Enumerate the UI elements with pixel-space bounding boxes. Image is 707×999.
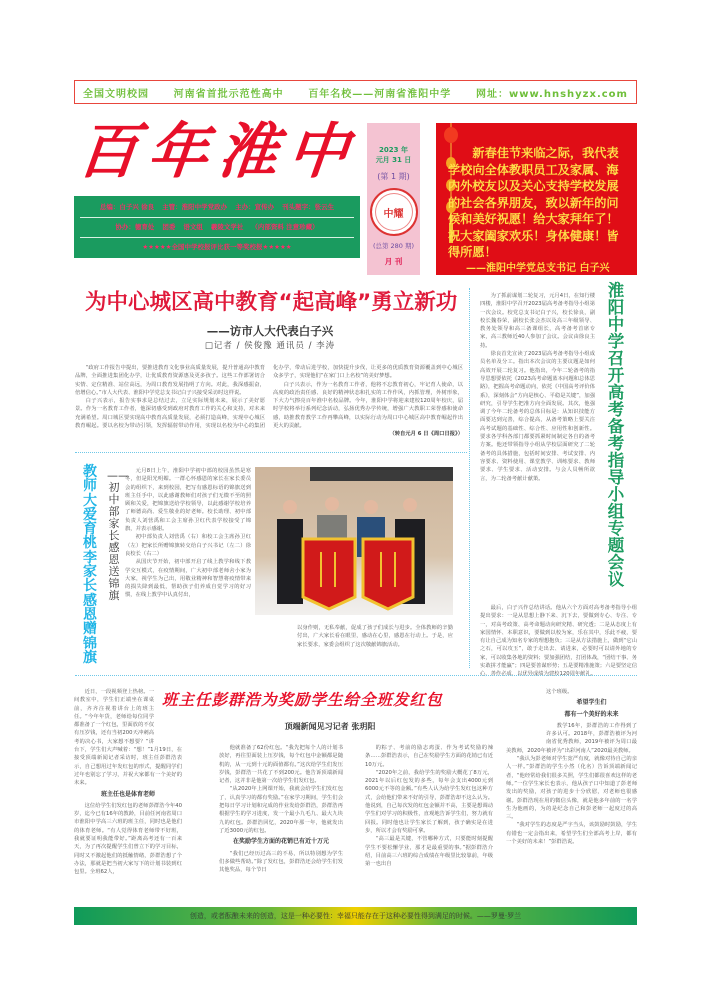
section-subheading: 希望学生们 [576,699,607,707]
paragraph: 的粽子、考前的励志鸡蛋、作为考试奖励的辣条……彭群浩表示，自己在奖励学生方面的花销已有近10万元。 [365,745,493,768]
article-headline: 班主任彭群浩为奖励学生给全班发红包 [162,690,443,709]
info-item: 团委 [162,223,176,231]
banner-presentation-photo [255,467,453,615]
info-item: ★★★★★全国中学校报评比获一等奖校报★★★★★ [142,243,292,251]
seal-text: 中耀 [383,208,404,220]
paragraph: “我对学生的态度是严字当头，该鼓励时鼓励，学生有错也一定会指出来，希望学生们全部高考上岸，都有一个美好的未来！”彭群浩说。 [506,822,637,846]
section-divider [75,675,637,676]
top-banner-item: 全国文明校园 [83,88,149,100]
footer-quote-bar [74,907,637,925]
vertical-subheadline: ——初中部家长感恩送锦旗 [107,469,129,602]
info-item: （内部资料 注意珍藏） [251,223,319,231]
paragraph: 近日，一段视频登上热榜。一间教室中，学生们正端坐在课桌前，齐齐注视着讲台上的班主任。“今年年货，老师给每位同学都准备了一个红包，里面放的不仅有压岁钱，还有当初200天冲刺高考的决心书，大家想不想要？”讲台下，学生们大声喊着：“想！”1月19日，在接受顶端新闻记者采访时，班主任彭群浩表示，自己想用过年发红包的形式，提醒同学们过年也别忘了学习，并祝大家都有一个美好的未来。 [74,689,182,787]
article-column [365,744,493,904]
paragraph: “政府工作报告中提出，要推进教育文化事业高质量发展，提升普通高中教育品牌，全面推进集团化办学，让优质教育资源惠及更多孩子。这些工作部署切合实情、定位精准、站位高远，为周口教育发展指明了方向。对此，我深感振奋，倍增信心。”市人大代表、淮阳中学党总支书记白子兴接受采访时这样说。 [75,365,265,396]
footer-quote: 创造，或者酝酿未来的创造，这是一种必要性：幸福只能存在于这种必要性得到满足的时候。——罗曼·罗兰 [189,912,522,920]
paragraph: 教学16年，彭群浩的工作得到了许多认可。2018年，彭群浩被评为河南省优秀教师，2019年被评为周口最美教师，2020年被评为“出彩河南人”2020最美教师。 [506,722,637,754]
info-item: 主管：淮阳中学党政办 [162,203,228,211]
info-row [76,219,358,236]
issue-date-box [367,123,420,275]
paragraph: 元月8日上午，淮阳中学初中部的校园虽然是寒冬，但是阳光明媚。一群心怀感恩的家长在家长委员会的组织下，来到校园，把写有感恩标语的锦旗送到班主任手中，以此感谢教师们对孩子们无微不至的照顾和关爱，把锦旗送给学校领导，以此感谢学校培养了师德高尚、爱生敬业的好老师。校长助理、初中部负责人刘营禹和工会主席孙卫红代表学校接受了锦旗，并表示感谢。 [125,468,251,533]
info-item: 羲陵文学社 [210,223,244,231]
top-banner-item: 河南省首批示范性高中 [173,88,284,100]
article-column [74,688,182,903]
headline-spacer [154,688,182,744]
publication-frequency: 月 刊 [384,257,403,266]
issue-date: 元月 31 日 [375,156,412,164]
paragraph: 从国庆节开始，初中部开启了线上教学和线下教学交互模式，在疫情期间，广大初中部老师舍小家为大家，视学生为己出，用敬业精神和智慧将疫情带来的损失降到最低，帮助孩子们养成自觉学习的好习惯，在线上教学中认真付出， [125,559,251,599]
paragraph: 以身作则，无私奉献，促成了孩子们成长与进步。全体教师的辛勤付出，广大家长看在眼里，感动在心里，感恩在行动上。于是，应家长要求，家委会组织了这次敬献锦旗活动。 [297,625,453,648]
info-item: 刊头题字：张云生 [282,203,335,211]
article-body [125,467,251,667]
headline-spacer [506,688,546,744]
masthead-info-box [74,196,360,258]
paragraph: “我们已经历过高三的不易，所以特别想为学生们多做些帮助。”除了发红包，彭群浩还会给学生们发其他奖品，每个节日 [219,850,343,874]
new-year-greeting [436,123,637,275]
column-divider [469,288,470,668]
paragraph: 白子兴表示，报告实事求是总结过去，立足实际规划未来，展示了美好愿景。作为一名教育工作者，他深切感受到政府对教育工作的关心和支持，对未来充满希望。周口城区要实现高中教育高质量发展，必须打造高峰，实现中心城区教育崛起。要以名校为带动引领，发挥辐射带动作用，实现以名校为中心的集团化办学，带动后进学校，加快提升步伐，让更多的优质教育资源覆盖到中心城区众多学子，实现他们“在家门口上名校”的美好梦想。 [75,365,463,430]
section-divider [75,452,467,453]
article-body [480,292,595,599]
info-item: 协办：德育处 [115,223,155,231]
divider [80,217,354,218]
article-body-continued [480,604,637,678]
vertical-headline: 教师大爱育桃李 家长感恩赠锦旗 [83,464,97,666]
paragraph: 徐良首先宣读了2023届高考备考指导小组成员名单及分工。指出本次会议的主要议题是如何高效开展二轮复习。他指出，今年二轮备考的指导思想要依托《2023高考命题蓝本问题和总体思路》，把握高考命题动向，依托《中国高考评价体系》，深刻体会“方向是核心、平稳是关键”，加强研究，引导学生把准方向全面发展。其次，他强调了今年二轮备考的总体目标是：从知识技能方面要达到完善，综合提高，从备考策略上要关注高考试题的基础性、综合性、应用性和创新性。要求各学科各部门都要抓紧时间制定各自的备考方案。他还带领指导小组从学校层面研究了二轮备考的具体措施，包括时间安排、考试安排、内容要求、资料使用、课堂教学、训练要求、教师要求、学生要求、活动安排。与会人员畅所欲言，为二轮备考献计献策。 [480,351,595,482]
paragraph: “从2020年上网课开始，我就会给学生们发红包了，认真学习的都有奖励。”在家学习期间，学生们会把每日学习计划和完成的作业发给彭群浩，彭群浩再根据学生的学习进度，发一个最小九毛九、最大九块九的红包。彭群浩回忆，2020年那一年，他就发出了近3000元的红包。 [219,786,343,834]
article-column [506,688,637,903]
issue-number: (第 1 期) [377,172,410,181]
top-banner [74,80,637,104]
article-headline: 为中心城区高中教育“起高峰”勇立新功 [85,290,458,315]
greeting-text: 新春佳节来临之际，我代表学校向全体教职员工及家属、海内外校友以及关心支持学校发展的社会各界朋友，致以新年的问候和美好祝愿！给大家拜年了！祝大家阖家欢乐！身体健康！皆得所愿！ [448,146,619,259]
divider [80,237,354,238]
paragraph: “2020年之前，我给学生的奖励大概花了8万元，2021年以后红包发的多些，每年会支出4000元到6000元不等的金额。”有些人认为给学生发红包这种方式，会给他们带来不好的引导，彭群浩却不这么认为。他说到，自己每次发的红包金额并不高，主要是想调动学生们对学习的积极性，直观地告诉学生们，努力就有回报。同时他也让学生家长了解到，孩子确实是在进步，所以才会有奖励可拿。 [365,769,493,834]
paragraph: 这位给学生们发红包的老师彭群浩今年40岁，迄今已有16年的教龄，目前任河南省周口市淮阳中学高三六班的班主任，同时也是他们的体育老师。“有人觉得体育老师带不好班，我就要证明我能带好。”距离高考还有一百来天，为了再次提醒学生们曾立下的学习目标，同时又不激起他们的抵触情绪，彭群浩想了个办法，那就是把当初大家写下的计划书装到红包里。全班62人， [74,802,182,876]
top-banner-item: 百年名校——河南省淮阳中学 [308,88,452,100]
article-body-continued [297,624,453,664]
paragraph: 白子兴表示，作为一名教育工作者，他将不忘教育初心，牢记育人使命，以高度的政治责任感、良好的精神状态和扎实的工作作风，内抓管理，外树形象，下大力气擦亮百年淮中名校品牌。今年，淮阳中学将迎来建校120周年校庆，届时学校将举行系列纪念活动，弘扬优秀办学传统，增强广大教职工荣誉感和使命感，助推教育教学工作再攀高峰，以实际行动为周口中心城区高中教育崛起作出更大的贡献。 [273,381,463,430]
article-body [75,364,463,449]
paragraph: 这个班级。 [546,689,573,695]
info-item: 总编：白子兴 徐良 [99,203,155,211]
greeting-signature: ——淮阳中学党总支书记 白子兴 [466,263,610,274]
people-with-banners-image [255,467,453,615]
paragraph: “我认为彭老师对学生宽严有度，就像对待自己的亲人一样。”彭群浩的学生小然（化名）告诉顶端新闻记者，“他经常给我们很多关照，学生们都很喜欢这样的老师。”一位学生家长也表示，他从孩子口中知道了彭老师发出的奖励，对孩子的进步十分欣慰，对老师也很感谢。彭群浩现在用的微信头像，就是他多年前的一名学生为他画的，为的是纪念自己和彭老师一起度过的高三。 [506,756,637,821]
paragraph: “高三最是关键，不管哪种方式，只要能时刻提醒学生不要松懈学业，那才是最重要的事。”据彭群浩介绍，目前高三六班的综合成绩在年级里比较靠前，年级第一也出自 [365,836,493,868]
article-source: （转自元月 6 日《周口日报》） [389,431,463,438]
school-seal-logo [370,188,418,236]
article-byline: □记者 / 侯俊豫 通讯员 / 李涛 [204,341,336,351]
article-column [219,744,343,904]
paragraph: 他就准备了62份红包。“我先把每个人的计划书放好，再往里面装上压岁钱，每个红包中金额都是随机的，从一元到十元的面值都有。”这次给学生们发压岁钱，彭群浩一共花了不到200元。他告诉顶端新闻记者，这并非是他第一次给学生们发红包。 [219,745,343,785]
article-byline: 顶端新闻见习记者 张玥阳 [284,722,376,731]
info-row [76,199,358,216]
paragraph: 最后，白子兴作总结讲话。他从六个方面对高考备考指导小组提出要求：一是从思想上静下来、沉下去，要做到专心、专注、专一，对高考政策、高考命题动向研究精、研究透；二是从态度上有家国情怀、本职意识，要做到以校为家，乐在其中，乐此不疲，要有让自己成为知名专家的理想抱负；三是从方法措施上，做到“它山之石，可以攻玉”，敢于走出去、请进来，必要时可以请外地的专家，可以收集各地的资料；要加强团结，打团体战，“团结干事、务实敢拼才能赢”；四是要善谋形势；五是要精准施策；六是要坚定信心，善作必成，以优异成绩为建校120周年献礼。 [480,605,637,678]
section-subheading: 都有一个美好的未来 [564,710,619,718]
info-item: 主办：宣传办 [235,203,275,211]
section-subheading: 班主任也是体育老师 [100,790,155,798]
photo-caption: 初中部负责人刘营禹（右）和校工会主席孙卫红（左）把家长所赠锦旗转交给白子兴书记（左二）徐良校长（右二） [125,534,251,557]
newspaper-title: 百年淮中 [74,117,362,187]
website-link[interactable]: 网址：www.hnshyzx.com [475,88,628,100]
issue-year: 2023 年 [379,146,408,154]
award-row [76,239,358,256]
section-subheading: 在奖励学生方面的花销已有近十万元 [232,838,329,846]
paragraph: 为了抓前谋划二轮复习，元月4日，在知行楼四楼，淮阳中学召开2023届高考备考指导小组第一次会议。校党总支书记白子兴，校长徐良，副校长魏春荣，副校长张会杰以及高三年级领导、教务处领导和高三备课组长，高考备考首席专家，高三教师近40人参加了会议。会议由徐良主持。 [480,293,595,349]
vertical-headline: 淮阳中学召开高考备考指导小组专题会议 [607,281,625,589]
total-issue-number: (总第 280 期) [372,242,415,250]
info-item: 语文组 [183,223,203,231]
article-subheadline: ——访市人大代表白子兴 [206,324,334,338]
